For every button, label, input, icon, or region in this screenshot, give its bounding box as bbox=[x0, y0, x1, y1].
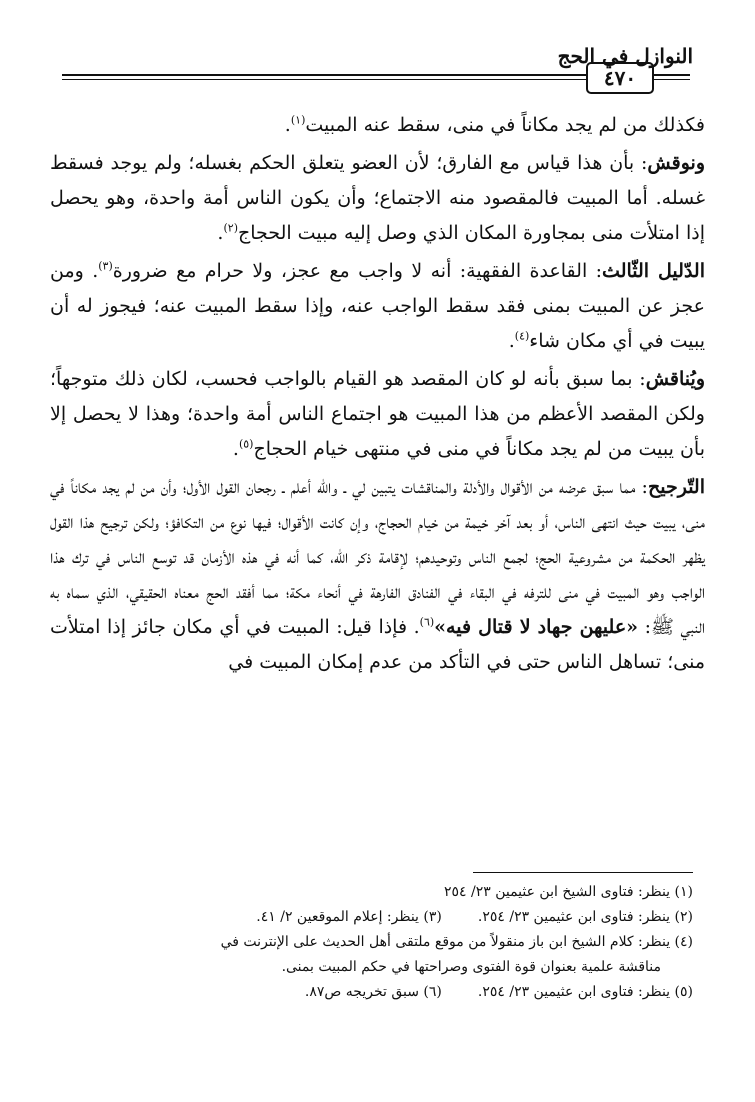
page-number: ٤٧٠ bbox=[586, 62, 654, 94]
footnote-4-continued: مناقشة علمية بعنوان قوة الفتوى وصراحتها في حكم المبيت بمنى. bbox=[281, 959, 661, 975]
footnote-ref[interactable]: (٤) bbox=[514, 329, 530, 343]
paragraph-4: ويُناقش: بما سبق بأنه لو كان المقصد هو القيام بالواجب فحسب، لكان ذلك متوجهاً؛ ولكن المقصد الأعظم من هذا المبيت هو اجتماع الناس أمة واحدة؛ وهذا لا يحصل إلا بأن يبيت من لم يجد مكاناً في منى في منتهى خيام الحجاج$^{(٥)}$. bbox=[50, 368, 705, 460]
footnote-ref[interactable]: (١) bbox=[290, 113, 306, 127]
footnote-1: (١) ينظر: فتاوى الشيخ ابن عثيمين ٢٣/ ٢٥٤ bbox=[443, 884, 693, 900]
footnote-ref[interactable]: (٢) bbox=[223, 221, 238, 235]
footnote-ref[interactable]: (٥) bbox=[238, 437, 254, 451]
paragraph-lead: ويُناقش bbox=[645, 368, 705, 390]
header-rule bbox=[652, 79, 690, 80]
header-rule bbox=[62, 74, 586, 76]
running-title: النوازل في الحج bbox=[557, 44, 693, 68]
footnote-separator bbox=[473, 872, 693, 873]
footnote-6: (٦) سبق تخريجه ص٨٧. bbox=[304, 984, 442, 1000]
paragraph-lead: ونوقش bbox=[647, 152, 705, 174]
footnotes bbox=[48, 880, 693, 1005]
paragraph-lead: الدّليل الثّالث bbox=[602, 260, 705, 282]
header-rule bbox=[62, 79, 586, 80]
footnote-row bbox=[48, 905, 693, 930]
paragraph-2: ونوقش: بأن هذا قياس مع الفارق؛ لأن العضو يتعلق الحكم بغسله؛ ولم يوجد فسقط غسله. أما المبيت فالمقصود منه الاجتماع؛ وأن يكون الناس أمة واحدة، وهو يحصل إذا امتلأت منى بمجاورة المكان الذي وصل إليه مبيت الحجاج$^{(٢)}$. bbox=[50, 152, 705, 244]
footnote-row bbox=[48, 980, 693, 1005]
hadith-quote: «عليهن جهاد لا قتال فيه» bbox=[434, 616, 639, 638]
paragraph-5: التّرجيح: مما سبق عرضه من الأقوال والأدلة والمناقشات يتبين لي ـ والله أعلم ـ رجحان القول الأول؛ وأن من لم يجد مكاناً في منى، يبيت حيث انتهى الناس، أو بعد آخر خيمة من خيام الحجاج، وإن كانت الأقوال؛ فيها نوع من التكافؤ؛ ولكن ترجيح هذا القول يظهر الحكمة من مشروعية الحج؛ لجمع الناس وتوحيدهم؛ لإقامة ذكر الله، كما أنه في هذه الأزمان قد توسع الناس في ترك هذا الواجب وهو المبيت في منى للترفه في البقاء في الفنادق الفارهة في أنحاء مكة؛ مما أفقد الحج معناه الحقيقي، الذي سماه به النبي ﷺ: «عليهن جهاد لا قتال فيه»$^{(٦)}$. فإذا قيل: المبيت في أي مكان جائز إذا امتلأت منى؛ تساهل الناس حتى في التأكد من عدم إمكان المبيت في bbox=[50, 476, 705, 673]
footnote-ref[interactable]: (٣) bbox=[98, 259, 113, 273]
footnote-3: (٣) ينظر: إعلام الموقعين ٢/ ٤١. bbox=[256, 909, 442, 925]
paragraph-lead: التّرجيح bbox=[647, 476, 705, 498]
footnote-ref[interactable]: (٦) bbox=[419, 615, 435, 629]
body-text bbox=[50, 108, 705, 680]
footnote-4: (٤) ينظر: كلام الشيخ ابن باز منقولاً من موقع ملتقى أهل الحديث على الإنترنت في bbox=[220, 934, 693, 950]
header-rule bbox=[652, 74, 690, 76]
footnote-5: (٥) ينظر: فتاوى ابن عثيمين ٢٣/ ٢٥٤. bbox=[477, 984, 693, 1000]
footnote-2: (٢) ينظر: فتاوى ابن عثيمين ٢٣/ ٢٥٤. bbox=[477, 909, 693, 925]
paragraph-3: الدّليل الثّالث: القاعدة الفقهية: أنه لا واجب مع عجز، ولا حرام مع ضرورة$^{(٣)}$. ومن عجز عن المبيت بمنى فقد سقط الواجب عنه، وإذا سقط المبيت عنه؛ فيجوز له أن يبيت في أي مكان شاء$^{(٤)}$. bbox=[50, 259, 705, 352]
paragraph-1: فكذلك من لم يجد مكاناً في منى، سقط عنه المبيت$^{(١)}$. bbox=[284, 113, 705, 136]
